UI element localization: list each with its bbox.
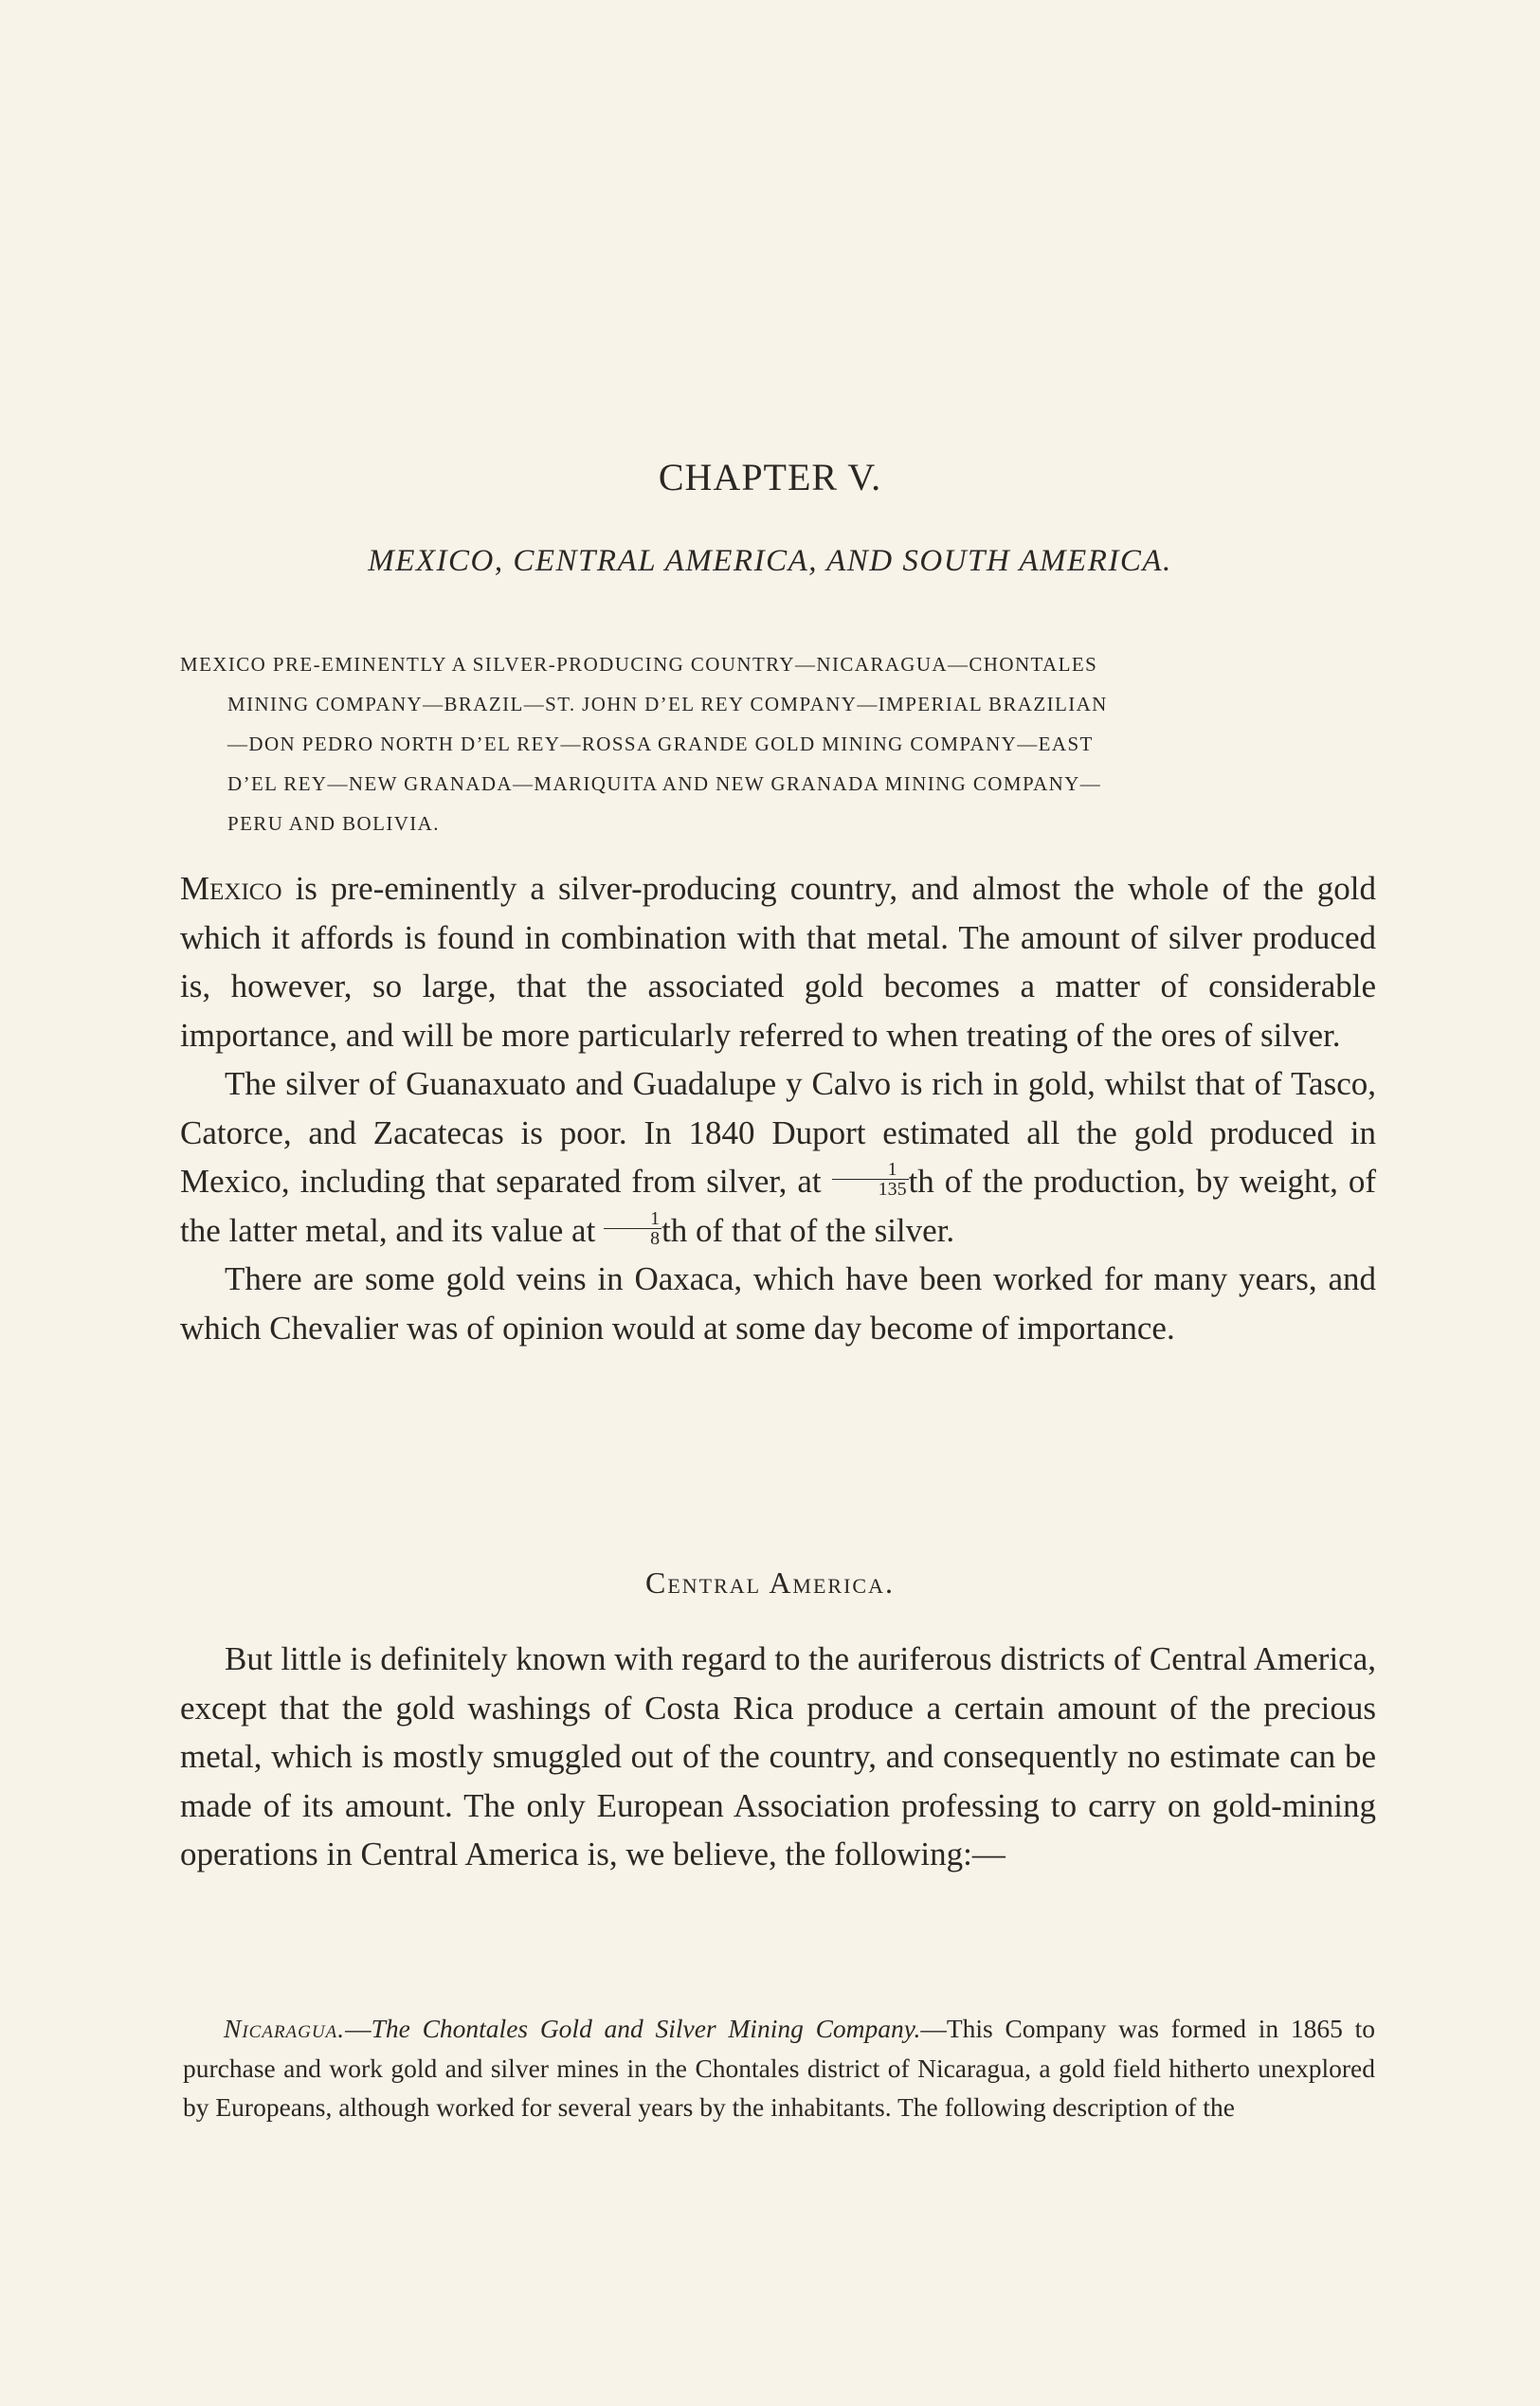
nicaragua-note xyxy=(183,2009,1375,2127)
section-heading: Central America. xyxy=(644,1565,895,1600)
paragraph xyxy=(180,864,1376,1059)
paragraph-text: is pre-eminently a silver-producing country, and almost the whole of the gold which it affords is found in combination with that metal. The amount of silver produced is, however, so large, that the associated gold becomes a matter of considerable importance, and will be more particularly referred to when treating of the ores of silver. xyxy=(180,870,1376,1054)
paragraph-text: The silver of Guanaxuato and Guadalupe y Calvo is rich in gold, whilst that of Tasco, Catorce, and Zacatecas is poor. In 1840 Duport estimated all the gold produced in Mexico, including that separated from silver, at xyxy=(180,1065,1376,1200)
chapter-subtitle: MEXICO, CENTRAL AMERICA, AND SOUTH AMERICA. xyxy=(368,544,1172,578)
paragraph: But little is definitely known with regard to the auriferous districts of Central America, except that the gold washings of Costa Rica produce a certain amount of the precious metal, which is mostly smuggled out of the country, and consequently no estimate can be made of its amount. The only European Association professing to carry on gold-mining operations in Central America is, we believe, the following:— xyxy=(180,1640,1376,1872)
summary-line: D’EL REY—NEW GRANADA—MARIQUITA AND NEW GRANADA MINING COMPANY— xyxy=(227,772,1102,795)
note-head: Nicaragua. xyxy=(224,2014,346,2043)
note-text: —This Company was formed in 1865 to purchase and work gold and silver mines in the Chontales district of Nicaragua, a gold field hitherto unexplored by Europeans, although worked for several years by the inhabitants. The following description of the xyxy=(183,2014,1375,2122)
paragraph-lead: Mexico xyxy=(180,870,282,907)
chapter-summary xyxy=(180,644,1374,843)
fraction-numerator: 1 xyxy=(604,1209,661,1229)
mexico-section xyxy=(180,864,1376,1352)
chapter-title: CHAPTER V. xyxy=(658,456,882,498)
summary-line: MINING COMPANY—BRAZIL—ST. JOHN D’EL REY COMPANY—IMPERIAL BRAZILIAN xyxy=(227,693,1108,715)
paragraph-text: th of the production, by weight, of the latter metal, and its value at xyxy=(180,1163,1376,1249)
summary-line: PERU AND BOLIVIA. xyxy=(227,812,440,835)
central-america-section xyxy=(180,1635,1376,1879)
paragraph-text: th of that of the silver. xyxy=(661,1211,955,1249)
fraction xyxy=(604,1209,661,1248)
summary-line: MEXICO PRE-EMINENTLY A SILVER-PRODUCING COUNTRY—NICARAGUA—CHONTALES xyxy=(180,653,1098,676)
fraction-numerator: 1 xyxy=(832,1160,909,1180)
note-paragraph xyxy=(183,2009,1375,2127)
note-company: The Chontales Gold and Silver Mining Company. xyxy=(371,2014,921,2043)
fraction xyxy=(832,1160,909,1199)
summary-line: —DON PEDRO NORTH D’EL REY—ROSSA GRANDE GOLD MINING COMPANY—EAST xyxy=(227,733,1094,755)
fraction-denominator: 135 xyxy=(878,1179,907,1200)
fraction-denominator: 8 xyxy=(650,1227,661,1249)
paragraph xyxy=(180,1059,1376,1255)
note-separator: — xyxy=(345,2014,371,2043)
paragraph: There are some gold veins in Oaxaca, which have been worked for many years, and which Chevalier was of opinion would at some day become of importance. xyxy=(180,1260,1376,1347)
